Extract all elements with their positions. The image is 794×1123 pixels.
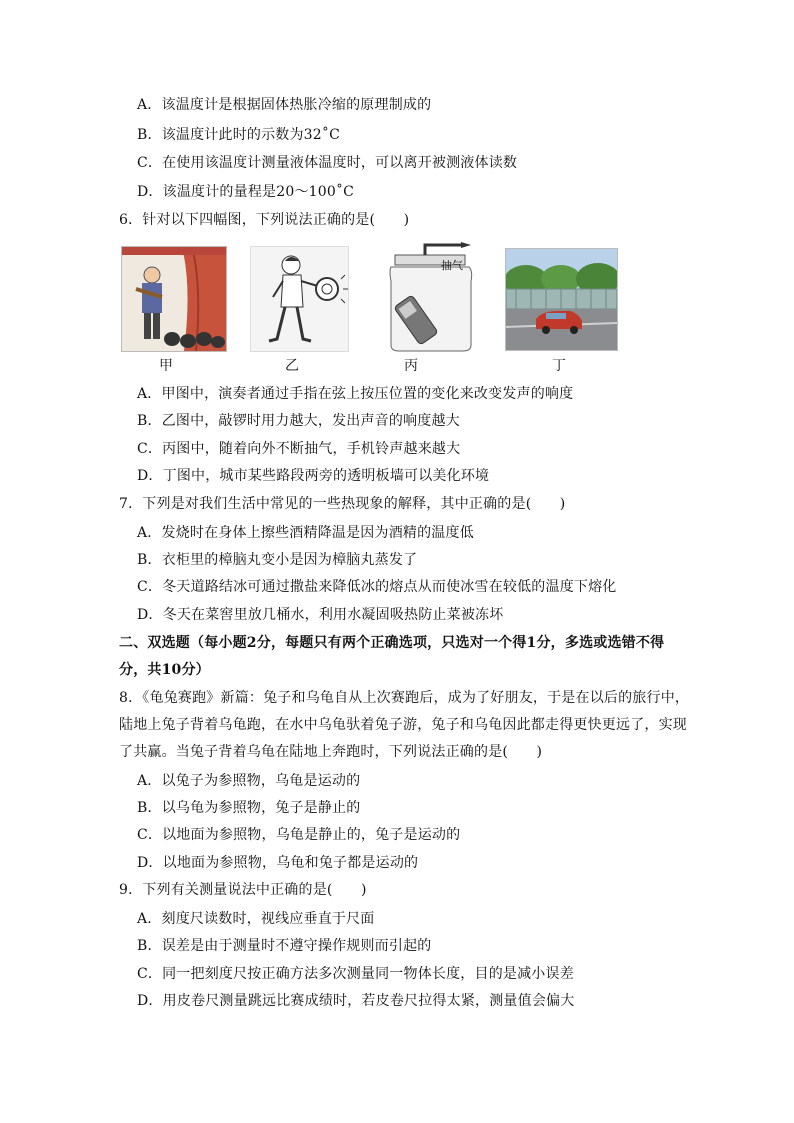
figure-ding-sound-barrier [505,248,618,351]
q8-option-a: A．以兔子为参照物，乌龟是运动的 [137,773,361,789]
q6-option-a: A．甲图中，演奏者通过手指在弦上按压位置的变化来改变发声的响度 [137,386,574,402]
q7-option-d: D．冬天在菜窖里放几桶水，利用水凝固吸热防止菜被冻坏 [137,607,504,623]
q8-stem-line3: 了共赢。当兔子背着乌龟在陆地上奔跑时，下列说法正确的是( ) [119,744,543,760]
bell-jar-illustration [375,241,479,354]
gong-illustration [251,247,348,351]
q8-stem-line2: 陆地上兔子背着乌龟跑，在水中乌龟驮着兔子游，兔子和乌龟因此都走得更快更远了，实现 [119,717,687,733]
figure-yi-gong [250,246,349,352]
q8-option-c: C．以地面为参照物，乌龟是静止的，兔子是运动的 [137,827,461,843]
q6-stem: 6．针对以下四幅图，下列说法正确的是( ) [119,212,410,228]
q9-option-d: D．用皮卷尺测量跳远比赛成绩时，若皮卷尺拉得太紧，测量值会偏大 [137,993,575,1009]
figure-bing-bell-jar [375,241,479,354]
caption-ding: 丁 [552,358,566,374]
q8-option-b: B．以乌龟为参照物，兔子是静止的 [137,800,361,816]
q8-option-d: D．以地面为参照物，乌龟和兔子都是运动的 [137,855,419,871]
q7-option-c: C．冬天道路结冰可通过撒盐来降低冰的熔点从而使冰雪在较低的温度下熔化 [137,579,617,595]
q5-option-b: B．该温度计此时的示数为32˚C [137,127,341,143]
q9-option-b: B．误差是由于测量时不遵守操作规则而引起的 [137,938,432,954]
performer-illustration [122,247,226,351]
q6-option-b: B．乙图中，敲锣时用力越大，发出声音的响度越大 [137,413,460,429]
caption-yi: 乙 [285,358,299,374]
q9-option-c: C．同一把刻度尺按正确方法多次测量同一物体长度，目的是减小误差 [137,966,574,982]
figure-jia-performer [121,246,227,352]
section-2-heading-line1: 二、双选题（每小题2分，每题只有两个正确选项，只选对一个得1分，多选或选错不得 [119,635,665,651]
section-2-heading-line2: 分，共10分） [119,662,210,678]
q7-option-b: B．衣柜里的樟脑丸变小是因为樟脑丸蒸发了 [137,552,418,568]
q6-option-c: C．丙图中，随着向外不断抽气，手机铃声越来越大 [137,441,461,457]
q7-stem: 7．下列是对我们生活中常见的一些热现象的解释，其中正确的是( ) [119,496,566,512]
q7-option-a: A．发烧时在身体上擦些酒精降温是因为酒精的温度低 [137,525,474,541]
q9-stem: 9．下列有关测量说法中正确的是( ) [119,882,367,898]
q5-option-c: C．在使用该温度计测量液体温度时，可以离开被测液体读数 [137,155,518,171]
caption-bing: 丙 [404,358,418,374]
q8-stem-line1: 8．《龟兔赛跑》新篇：兔子和乌龟自从上次赛跑后，成为了好朋友，于是在以后的旅行中， [119,690,690,706]
q5-option-d: D．该温度计的量程是20～100˚C [137,184,355,200]
q9-option-a: A．刻度尺读数时，视线应垂直于尺面 [137,911,375,927]
sound-barrier-illustration [506,249,617,350]
q5-option-a: A．该温度计是根据固体热胀冷缩的原理制成的 [137,97,432,113]
q6-option-d: D．丁图中，城市某些路段两旁的透明板墙可以美化环境 [137,468,490,484]
pump-label: 抽气 [441,259,463,272]
caption-jia: 甲 [159,358,173,374]
